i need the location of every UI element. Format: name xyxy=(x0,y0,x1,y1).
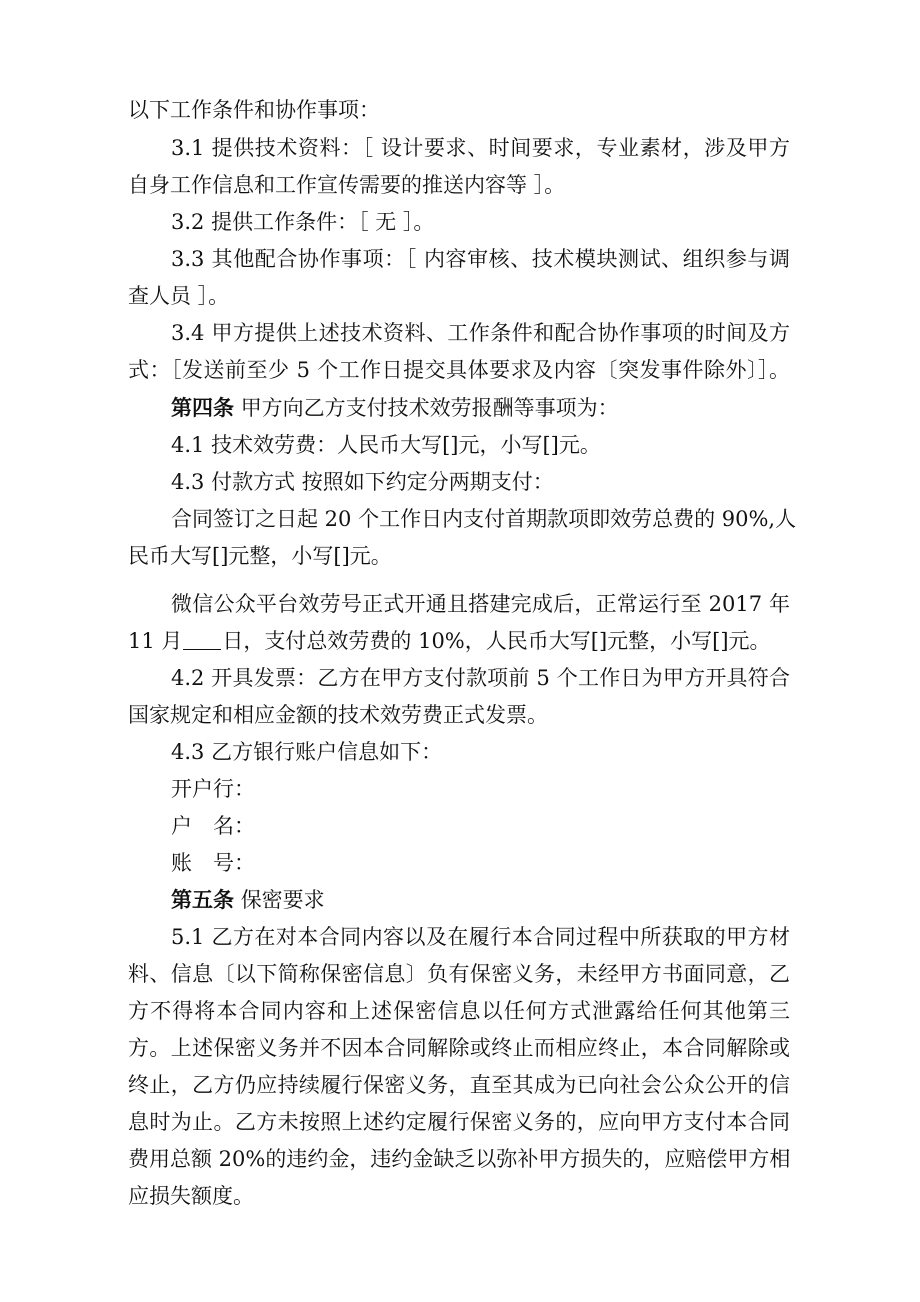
section-four-line xyxy=(171,394,619,422)
text-line: 3.3 其他配合协作事项：［ 内容审核、技术模块测试、组织参与调 xyxy=(171,247,790,271)
text-line: 4.3 乙方银行账户信息如下： xyxy=(171,740,443,764)
text-line: 民币大写[]元整，小写[]元。 xyxy=(128,544,392,568)
text-line: 式：［发送前至少 5 个工作日提交具体要求及内容〔突发事件除外〕］。 xyxy=(128,358,790,382)
text-line: 国家规定和相应金额的技术效劳费正式发票。 xyxy=(128,703,548,727)
text-line: 以下工作条件和协作事项： xyxy=(128,98,380,122)
text-line: 3.2 提供工作条件：［ 无 ］。 xyxy=(171,210,435,234)
text-line: 微信公众平台效劳号正式开通且搭建完成后，正常运行至 2017 年 xyxy=(171,592,790,616)
text-line: 料、信息〔以下简称保密信息〕负有保密义务，未经甲方书面同意，乙 xyxy=(128,962,790,986)
text-line: 4.1 技术效劳费：人民币大写[]元，小写[]元。 xyxy=(171,433,601,457)
text-line: 费用总额 20%的违约金，违约金缺乏以弥补甲方损失的，应赔偿甲方相 xyxy=(128,1147,791,1171)
account-name-label: 户 名： xyxy=(171,814,255,838)
text-fragment: 11 月 xyxy=(128,629,183,653)
bank-name-label: 开户行： xyxy=(171,777,255,801)
text-line: 3.4 甲方提供上述技术资料、工作条件和配合协作事项的时间及方 xyxy=(171,321,790,345)
text-line: 自身工作信息和工作宣传需要的推送内容等 ］。 xyxy=(128,173,566,197)
fill-in-blank xyxy=(183,631,221,650)
text-line: 合同签订之日起 20 个工作日内支付首期款项即效劳总费的 90%,人 xyxy=(171,507,797,531)
text-line: 方不得将本合同内容和上述保密信息以任何方式泄露给任何其他第三 xyxy=(128,999,790,1023)
text-line-with-blank xyxy=(128,627,771,655)
text-line: 息时为止。乙方未按照上述约定履行保密义务的，应向甲方支付本合同 xyxy=(128,1110,790,1134)
text-line: 3.1 提供技术资料：［ 设计要求、时间要求，专业素材，涉及甲方 xyxy=(171,136,790,160)
account-number-label: 账 号： xyxy=(171,851,255,875)
text-fragment: 日，支付总效劳费的 10%，人民币大写[]元整，小写[]元。 xyxy=(222,629,771,653)
text-line: 4.3 付款方式 按照如下约定分两期支付： xyxy=(171,470,554,494)
text-line: 5.1 乙方在对本合同内容以及在履行本合同过程中所获取的甲方材 xyxy=(171,925,790,949)
section-five-line xyxy=(171,886,325,914)
text-line: 终止，乙方仍应持续履行保密义务，直至其成为已向社会公众公开的信 xyxy=(128,1073,790,1097)
text-line: 应损失额度。 xyxy=(128,1184,254,1208)
section-heading-text: 保密要求 xyxy=(240,888,325,912)
section-heading-text: 甲方向乙方支付技术效劳报酬等事项为： xyxy=(240,396,619,420)
section-heading: 第五条 xyxy=(171,888,234,912)
text-line: 4.2 开具发票：乙方在甲方支付款项前 5 个工作日为甲方开具符合 xyxy=(171,666,790,690)
section-heading: 第四条 xyxy=(171,396,234,420)
text-line: 查人员 ］。 xyxy=(128,284,230,308)
text-line: 方。上述保密义务并不因本合同解除或终止而相应终止，本合同解除或 xyxy=(128,1036,790,1060)
